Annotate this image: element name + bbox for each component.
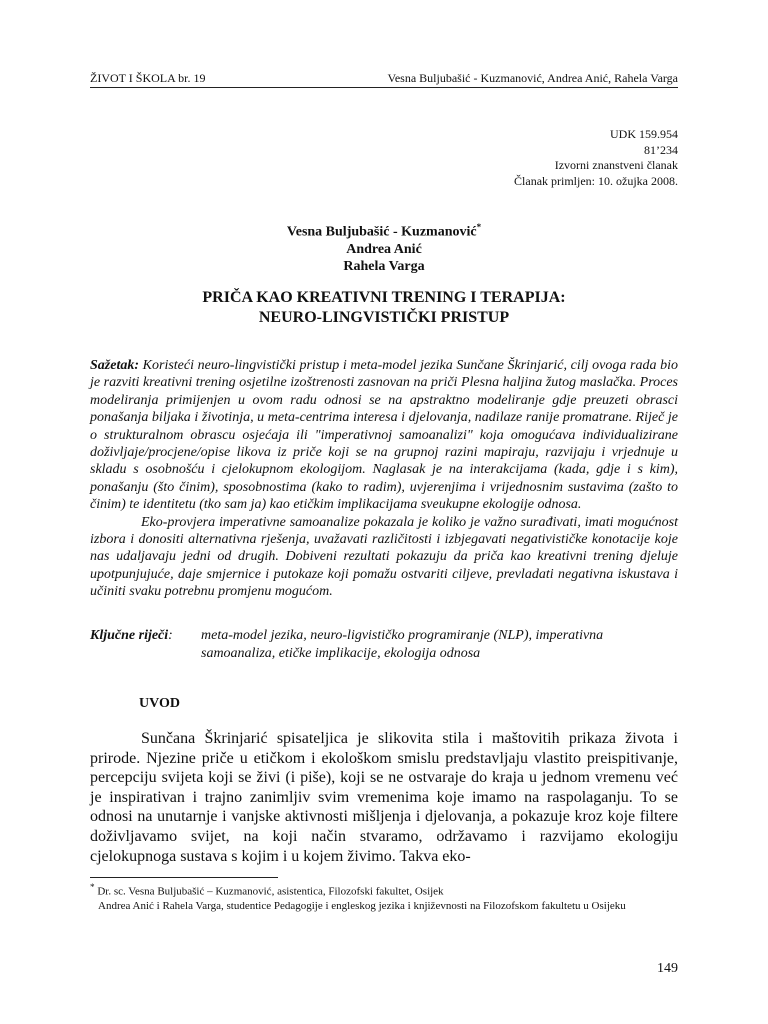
keywords-label: Ključne riječi: xyxy=(90,628,173,643)
udk-code-secondary: 81’234 xyxy=(644,142,678,157)
footnote-rule xyxy=(90,877,278,878)
article-title xyxy=(90,288,678,328)
received-date: Članak primljen: 10. ožujka 2008. xyxy=(514,173,678,188)
author-list xyxy=(90,219,678,275)
abstract-paragraph: Sažetak: Koristeći neuro-lingvistički pristup i meta-model jezika Sunčane Škrinjarić, cilj ovoga rada bio je razviti kreativni trening osjetilne izoštrenosti zasnovan na priči Plesna haljina žutog maslačka. Proces modeliranja primijenjen u ovom radu odnosi se na apstraktno modeliranje gdje preuzeti obrasci ponašanja biljaka i životinja, u meta-centrima interesa i djelovanja, nadilaze ranije promatrane. Riječ je o strukturalnom obrascu osjećaja ili "imperativnoj samoanalizi" koja omogućava individualizirane doživljaje/procjene/opise likova iz priče koji se na grupnoj razini mapiraju, razvijaju i vrjednuje u skladu s osobnošću i cjelokupnom ekologijom. Naglasak je na interakcijama (kada, gdje i s kim), ponašanju (što činim), sposobnostima (kako to radim), uvjerenjima i vrijednosnim sustavima (zašto to činim) te identitetu (tko sam ja) kao etičkim implikacijama sveukupne ekologije odnosa. xyxy=(90,358,679,513)
author-name: Vesna Buljubašić - Kuzmanović* xyxy=(286,222,482,240)
body-paragraph: Sunčana Škrinjarić spisateljica je slikovita stila i maštovitih prikaza života i prirode. Njezine priče u etičkom i ekološkom smislu predstavljaju vlastito preispitivanje, percepciju svijeta koji se živi (i piše), koji se ne ostvaraje do kraja u jednom vremenu već je inspirativan i trajno zanimljiv svim vremenima koje imamo na raspolaganju. To se odnosi na unutarnje i vanjske aktivnosti mišljenja i djelovanja, a pokazuje kroz koje filtere doživljavamo svijet, na koji način stvaramo, održavamo i razvijamo ekologiju cjelokupnoga sustava s kojim i u kojem živimo. Takva eko- xyxy=(90,730,678,865)
udk-code: UDK 159.954 xyxy=(610,127,678,141)
title-line: PRIČA KAO KREATIVNI TRENING I TERAPIJA: xyxy=(202,289,566,306)
abstract xyxy=(90,357,678,601)
journal-name: ŽIVOT I ŠKOLA br. 19 xyxy=(90,71,206,85)
page-number: 149 xyxy=(657,961,678,976)
footnote-line: Andrea Anić i Rahela Varga, studentice Pedagogije i engleskog jezika i književnosti na Filozofskom fakultetu u Osijeku xyxy=(98,899,626,912)
title-line: NEURO-LINGVISTIČKI PRISTUP xyxy=(258,309,510,326)
footnote-marker: * xyxy=(90,882,95,892)
author-name: Rahela Varga xyxy=(343,258,425,274)
article-metadata xyxy=(514,127,678,189)
running-head xyxy=(90,71,678,88)
section-heading: UVOD xyxy=(139,696,180,711)
abstract-paragraph: Eko-provjera imperativne samoanalize pokazala je koliko je važno surađivati, imati mogućnost izbora i donositi alternativna rješenja, uvažavati različitosti i izbjegavati negativističke konotacije koje nas udaljavaju jedni od drugih. Dobiveni rezultati pokazuju da priča kao kreativni trening djeluje upotpunjujuće, daje smjernice i putokaze koji pomažu ostvariti ciljeve, prevladati negativna iskustava i učiniti svaku potrebnu promjenu mogućom. xyxy=(90,514,678,600)
running-authors: Vesna Buljubašić - Kuzmanović, Andrea Anić, Rahela Varga xyxy=(387,71,678,85)
author-name: Andrea Anić xyxy=(346,241,422,257)
keywords-text: meta-model jezika, neuro-ligvističko programiranje (NLP), imperativna samoanaliza, etičke implikacije, ekologija odnosa xyxy=(201,628,604,661)
footnote xyxy=(90,880,680,913)
footnote-line: * Dr. sc. Vesna Buljubašić – Kuzmanović, asistentica, Filozofski fakultet, Osijek xyxy=(90,882,444,898)
footnote-marker: * xyxy=(476,222,482,232)
abstract-label: Sažetak: xyxy=(90,358,139,373)
article-type: Izvorni znanstveni članak xyxy=(554,158,678,172)
